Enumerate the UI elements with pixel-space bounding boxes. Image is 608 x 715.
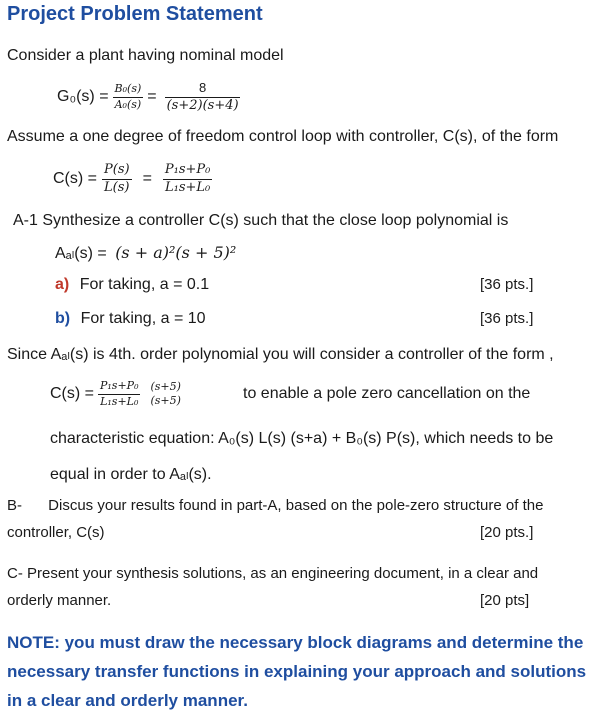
part-B-line1 (7, 497, 543, 514)
assume-text: Assume a one degree of freedom control loop with controller, C(s), of the form (7, 128, 559, 145)
part-C-line2: orderly manner. (7, 592, 112, 609)
part-B-label: B- (7, 497, 22, 514)
g0-lhs: G₀(s) = (57, 88, 109, 105)
part-b-label: b) (55, 310, 71, 327)
cs2-fraction-2 (148, 381, 182, 407)
cs-fraction-2 (163, 163, 212, 195)
page-title: Project Problem Statement (7, 3, 263, 25)
part-a-points: [36 pts.] (480, 276, 534, 293)
g0-equals: = (147, 88, 157, 105)
cs2-frac1-numerator: P₁s+P₀ (98, 380, 140, 394)
part-b-text: For taking, a = 10 (80, 310, 206, 327)
cancellation-controller-equation (50, 372, 183, 416)
cs-frac1-numerator: P(s) (102, 163, 132, 179)
note-paragraph: NOTE: you must draw the necessary block diagrams and determine the necessary transfer functions in explaining your approach and solutions in a clear and orderly manner. (7, 633, 587, 710)
g0-frac1-numerator: B₀(s) (113, 83, 144, 97)
cs2-frac2-denominator: (s+5) (150, 394, 181, 407)
equal-text: equal in order to Aₐₗ(s). (50, 466, 212, 483)
closed-loop-polynomial (55, 243, 236, 263)
cs2-frac1-denominator: L₁s+L₀ (100, 394, 139, 408)
cs-frac1-denominator: L(s) (104, 179, 130, 195)
part-C-line1: C- Present your synthesis solutions, as an engineering document, in a clear and (7, 565, 539, 582)
acl-rhs: (s + a)²(s + 5)² (115, 243, 237, 262)
g0-frac2-denominator: (s+2)(s+4) (166, 97, 239, 113)
cs-fraction-1 (102, 163, 132, 195)
part-a1-text: A-1 Synthesize a controller C(s) such that the close loop polynomial is (13, 212, 509, 229)
since-text: Since Aₐₗ(s) is 4th. order polynomial you will consider a controller of the form , (7, 346, 554, 363)
controller-form-equation (53, 157, 212, 201)
acl-lhs: Aₐₗ(s) = (55, 245, 107, 262)
cs2-lhs: C(s) = (50, 385, 94, 402)
part-a-item (55, 276, 209, 294)
part-B-text: Discus your results found in part-A, based on the pole-zero structure of the (48, 497, 544, 514)
cs-equals: = (142, 170, 152, 187)
part-C-points: [20 pts] (480, 592, 530, 609)
part-b-points: [36 pts.] (480, 310, 534, 327)
g0-frac1-denominator: A₀(s) (114, 97, 142, 111)
part-a-label: a) (55, 276, 70, 293)
cs2-fraction-1 (98, 380, 140, 407)
characteristic-equation-text: characteristic equation: A₀(s) L(s) (s+a) + B₀(s) P(s), which needs to be (50, 430, 554, 447)
part-a-text: For taking, a = 0.1 (79, 276, 210, 293)
part-b-item (55, 310, 206, 328)
plant-model-equation (57, 76, 241, 118)
cs2-frac2-numerator: (s+5) (150, 379, 181, 393)
cs-frac2-numerator: P₁s+P₀ (163, 163, 212, 179)
g0-fraction-2 (165, 81, 241, 113)
cs-lhs: C(s) = (53, 170, 97, 187)
intro-text: Consider a plant having nominal model (7, 47, 284, 64)
part-B-line2: controller, C(s) (7, 524, 105, 541)
cancellation-note: to enable a pole zero cancellation on the (243, 385, 531, 402)
g0-fraction-1 (113, 83, 144, 110)
cs-frac2-denominator: L₁s+L₀ (165, 179, 211, 195)
part-B-points: [20 pts.] (480, 524, 534, 541)
g0-frac2-numerator: 8 (165, 81, 240, 97)
